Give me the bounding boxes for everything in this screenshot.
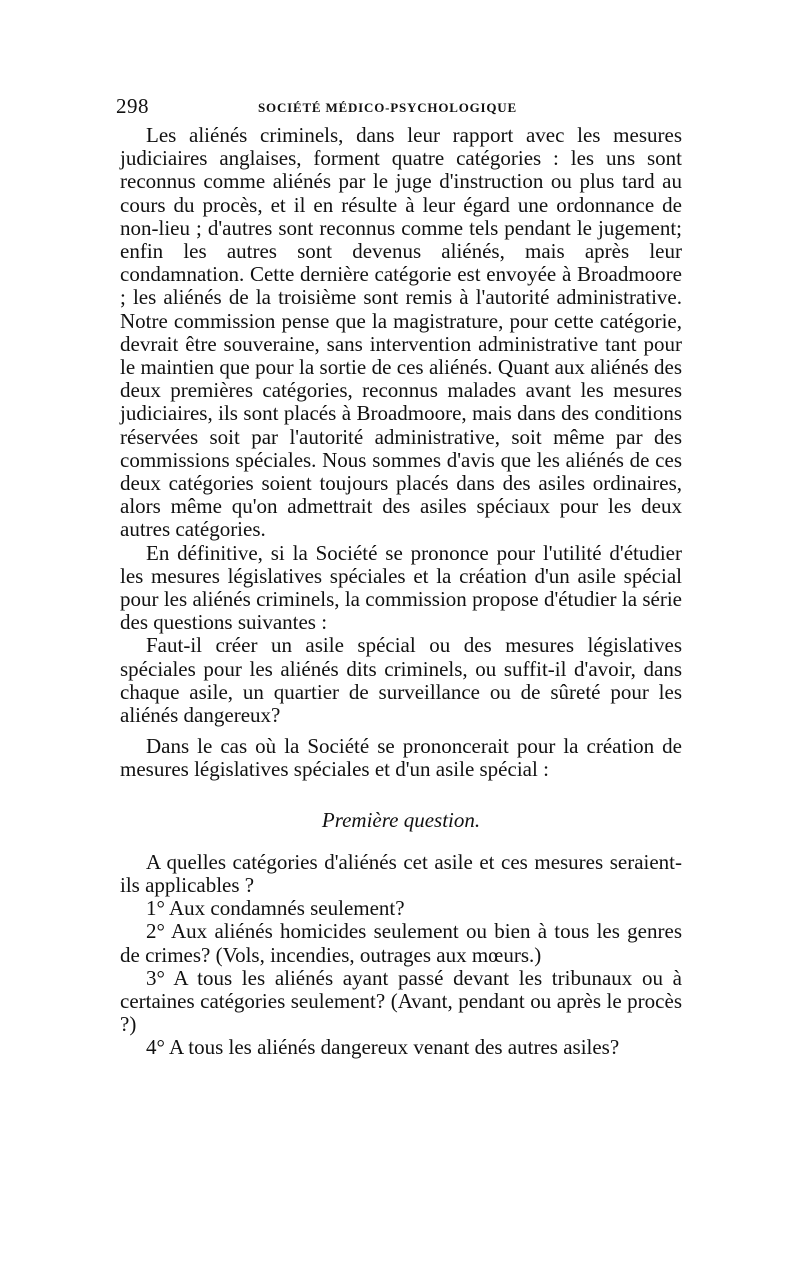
question-item-1: 1° Aux condamnés seulement? bbox=[146, 896, 405, 921]
paragraph-1: Les aliénés criminels, dans leur rapport avec les mesures judiciaires anglaises, forment quatre catégories : les uns sont reconnus comme aliénés par le juge d'instruction ou plus tard au cours du procès, et il en résulte à leur égard une ordonnance de non-lieu ; d'autres sont reconnus comme tels pendant le jugement; enfin les autres sont devenus aliénés, mais après leur condamnation. Cette dernière catégorie est envoyée à Broadmoore ; les aliénés de la troisième sont remis à l'autorité administrative. Notre commission pense que la magistrature, pour cette catégorie, devrait être souveraine, sans intervention administrative tant pour le maintien que pour la sortie de ces aliénés. Quant aux aliénés des deux premières catégories, reconnus malades avant les mesures judiciaires, ils sont placés à Broadmoore, mais dans des conditions réservées soit par l'autorité administrative, soit même par des commissions spéciales. Nous sommes d'avis que les aliénés de ces deux catégories soient toujours placés dans des asiles ordinaires, alors même qu'on admettrait des asiles spéciaux pour les deux autres catégories. bbox=[120, 123, 682, 542]
paragraph-2: En définitive, si la Société se prononce pour l'utilité d'étudier les mesures législatives spéciales et la création d'un asile spécial pour les aliénés criminels, la commission propose d'étudier la série des questions suivantes : bbox=[120, 540, 682, 635]
section-heading: Première question. bbox=[321, 807, 481, 832]
question-intro: A quelles catégories d'aliénés cet asile et ces mesures seraient-ils applicables ? bbox=[120, 849, 682, 897]
question-item-4: 4° A tous les aliénés dangereux venant des autres asiles? bbox=[146, 1035, 620, 1060]
paragraph-3: Faut-il créer un asile spécial ou des mesures législatives spéciales pour les aliénés dits criminels, ou suffit-il d'avoir, dans chaque asile, un quartier de surveillance ou de sûreté pour les aliénés dangereux? bbox=[120, 633, 682, 728]
page-number: 298 bbox=[116, 94, 149, 118]
page-header bbox=[116, 94, 682, 124]
paragraph-4: Dans le cas où la Société se prononcerait pour la création de mesures législatives spéciales et d'un asile spécial : bbox=[120, 734, 682, 782]
question-item-3: 3° A tous les aliénés ayant passé devant les tribunaux ou à certaines catégories seulement? (Avant, pendant ou après le procès ?) bbox=[120, 965, 682, 1037]
running-head: SOCIÉTÉ MÉDICO-PSYCHOLOGIQUE bbox=[258, 100, 517, 115]
page-content bbox=[116, 94, 682, 1060]
question-item-2: 2° Aux aliénés homicides seulement ou bien à tous les genres de crimes? (Vols, incendies, outrages aux mœurs.) bbox=[120, 919, 682, 967]
